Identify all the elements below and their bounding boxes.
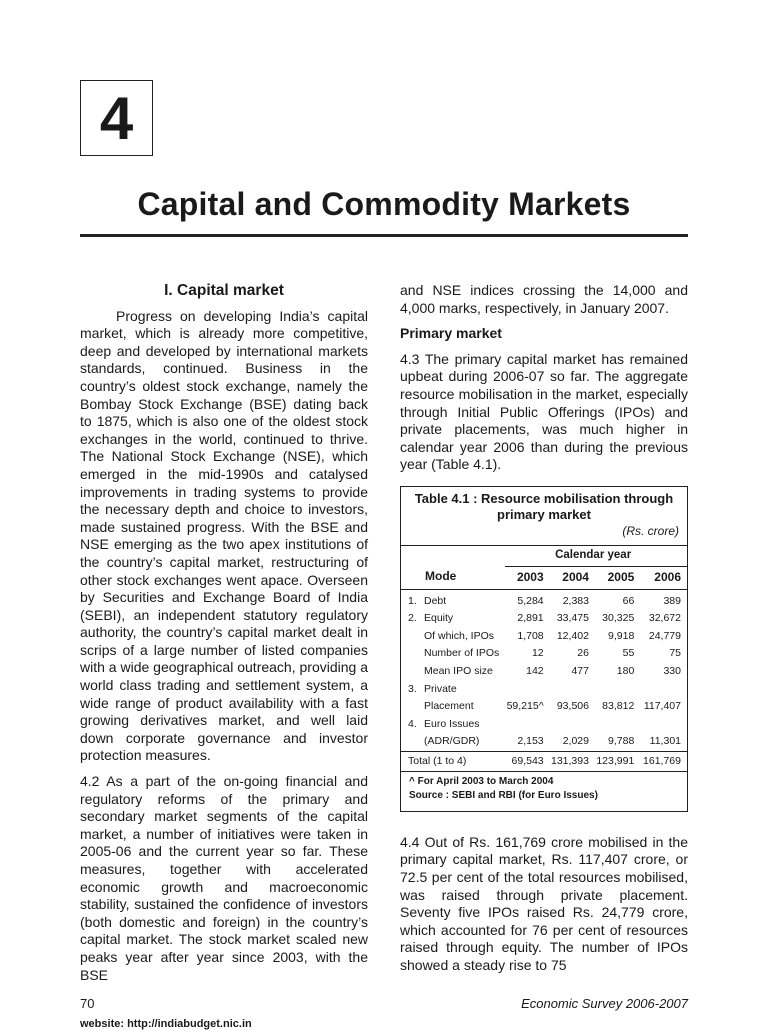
table-cell: 9,918	[608, 629, 635, 642]
paragraph-continued: and NSE indices crossing the 14,000 and 4,000 marks, respectively, in January 2007.	[400, 282, 688, 316]
row-label-cell	[401, 733, 505, 751]
table-row	[401, 663, 687, 681]
table-body	[401, 589, 687, 751]
table-cell: 2,029	[562, 735, 589, 748]
table-cell: 2,383	[562, 594, 589, 607]
table-cell	[505, 716, 549, 734]
publication-name: Economic Survey 2006-2007	[521, 996, 688, 1011]
sub-heading-primary-market: Primary market	[400, 325, 502, 342]
table-title-line1: Table 4.1 : Resource mobilisation through	[414, 490, 674, 506]
table-cell: 26	[577, 647, 589, 660]
row-label: Euro Issues	[424, 717, 480, 730]
table-row	[401, 681, 687, 699]
year-header: 2006	[640, 566, 687, 589]
section-heading: I. Capital market	[164, 282, 284, 299]
paragraph-4-2: 4.2 As a part of the on-going financial and regulatory reforms of the primary and secondary market segments of the capital market, a number of initiatives were taken in 2005-06 and the current year so far. These measures, together with accelerated economic growth and macroeconomic stability, sustained the confidence of investors (both domestic and foreign) in the country’s capital market. The stock market scaled new peaks year after year since 2003, with the BSE	[80, 773, 368, 983]
row-number: 2.	[408, 612, 417, 625]
table-cell	[640, 716, 687, 734]
table-cell: 93,506	[556, 700, 589, 713]
table-cell	[550, 681, 595, 699]
left-column	[80, 282, 368, 992]
row-number: 1.	[408, 594, 417, 607]
row-label: Of which, IPOs	[424, 629, 495, 642]
table-cell	[595, 716, 640, 734]
row-label-cell	[401, 716, 505, 734]
table-row	[401, 589, 687, 610]
table-cell: 180	[616, 664, 635, 677]
table-row	[401, 610, 687, 628]
calendar-year-label: Calendar year	[505, 545, 687, 566]
table-cell: 83,812	[602, 700, 635, 713]
total-value: 69,543	[505, 751, 549, 771]
paragraph-4-4: 4.4 Out of Rs. 161,769 crore mobilised in the primary capital market, Rs. 117,407 crore, or 72.5 per cent of the total resources mobilised, was raised through private placement. Seventy five IPOs raised Rs. 24,779 crore, which accounted for 76 per cent of resources raised through equity. The number of IPOs showed a steady rise to 75	[400, 833, 688, 974]
row-label-cell	[401, 628, 505, 646]
table-cell: 33,475	[556, 612, 589, 625]
chapter-title: Capital and Commodity Markets	[137, 186, 631, 222]
year-header: 2003	[505, 566, 549, 589]
row-label-cell	[401, 645, 505, 663]
row-label: Debt	[424, 594, 447, 607]
paragraph-4-3: 4.3 The primary capital market has remained upbeat during 2006-07 so far. The aggregate resource mobilisation in the market, especially through Initial Public Offerings (IPOs) and private placements, was much higher in calendar year 2006 than during the previous year (Table 4.1).	[400, 350, 688, 473]
table-cell: 117,407	[643, 700, 681, 713]
row-label: Placement	[424, 700, 474, 713]
table-cell: 12	[531, 647, 544, 660]
table-cell: 477	[571, 664, 589, 677]
table-cell: 30,325	[602, 612, 635, 625]
row-label: Mean IPO size	[424, 664, 493, 677]
table-title	[401, 487, 687, 523]
table-cell: 55	[622, 647, 635, 660]
table-cell: 2,891	[517, 612, 544, 625]
table-row	[401, 628, 687, 646]
table-header-row	[401, 566, 687, 589]
table-cell: 9,788	[608, 735, 635, 748]
year-header: 2004	[550, 566, 595, 589]
total-row	[401, 751, 687, 771]
row-label-cell	[401, 589, 505, 610]
table-cell: 24,779	[648, 629, 681, 642]
table-source: Source : SEBI and RBI (for Euro Issues)	[409, 789, 598, 801]
row-label-cell	[401, 663, 505, 681]
table-cell: 66	[622, 594, 635, 607]
total-label: Total (1 to 4)	[401, 751, 505, 771]
page-number: 70	[80, 996, 95, 1011]
table-cell: 75	[669, 647, 681, 660]
row-label: Private	[424, 682, 457, 695]
table-row	[401, 733, 687, 751]
table-cell: 59,215^	[506, 700, 544, 713]
right-column	[400, 282, 688, 983]
row-label-cell	[401, 698, 505, 716]
table-row	[401, 645, 687, 663]
row-label-cell	[401, 610, 505, 628]
paragraph-4-1: Progress on developing India’s capital market, which is already more competitive, deep and developed by international markets standards, continued. Business in the country’s oldest stock exchange, namely the Bombay Stock Exchange (BSE) dating back to 1875, which is also one of the oldest stock exchanges in the world, continued to thrive. The National Stock Exchange (NSE), which emerged in the mid-1990s and catalysed improvements in trading systems to provide the necessary depth and choice to investors, made sustained progress. With the BSE and NSE emerging as the two apex institutions of the country’s capital market, restructuring of other stock exchanges went apace. Overseen by Securities and Exchange Board of India (SEBI), an independent statutory regulatory authority, the country’s capital market dealt in scrips of a large number of listed companies with a wide geographical outreach, providing a world class trading and settlement system, a wide range of product availability with a fast growing derivatives market, and well laid down corporate governance and investor protection measures.	[80, 307, 368, 764]
mode-header: Mode	[401, 566, 505, 589]
chapter-number: 4	[99, 84, 134, 152]
row-label: Number of IPOs	[424, 647, 500, 660]
total-value: 161,769	[640, 751, 687, 771]
table-row	[401, 698, 687, 716]
row-label-cell	[401, 681, 505, 699]
table-footnote: ^ For April 2003 to March 2004	[409, 775, 554, 787]
total-value: 123,991	[595, 751, 640, 771]
table-row	[401, 716, 687, 734]
chapter-number-box	[80, 80, 153, 156]
table-cell	[640, 681, 687, 699]
table-cell	[550, 716, 595, 734]
table-cell: 330	[663, 664, 681, 677]
table-cell: 142	[526, 664, 544, 677]
table-4-1	[400, 486, 688, 812]
table-cell	[595, 681, 640, 699]
table-cell: 32,672	[648, 612, 681, 625]
year-header: 2005	[595, 566, 640, 589]
table-unit: (Rs. crore)	[622, 523, 679, 538]
table-cell: 1,708	[517, 629, 544, 642]
table-title-line2: primary market	[497, 506, 591, 522]
website-footer: website: http://indiabudget.nic.in	[80, 1018, 252, 1030]
total-value: 131,393	[550, 751, 595, 771]
row-label: (ADR/GDR)	[424, 735, 480, 748]
row-number: 4.	[408, 717, 417, 730]
calendar-year-row	[401, 545, 687, 566]
row-number: 3.	[408, 682, 417, 695]
title-divider	[80, 234, 688, 237]
table-notes	[401, 771, 687, 811]
table-cell: 11,301	[649, 735, 681, 748]
table-cell: 5,284	[517, 594, 544, 607]
resource-table	[401, 545, 687, 771]
table-cell: 12,402	[556, 629, 589, 642]
table-cell: 389	[663, 594, 681, 607]
table-cell: 2,153	[517, 735, 544, 748]
table-cell	[505, 681, 549, 699]
row-label: Equity	[424, 612, 454, 625]
